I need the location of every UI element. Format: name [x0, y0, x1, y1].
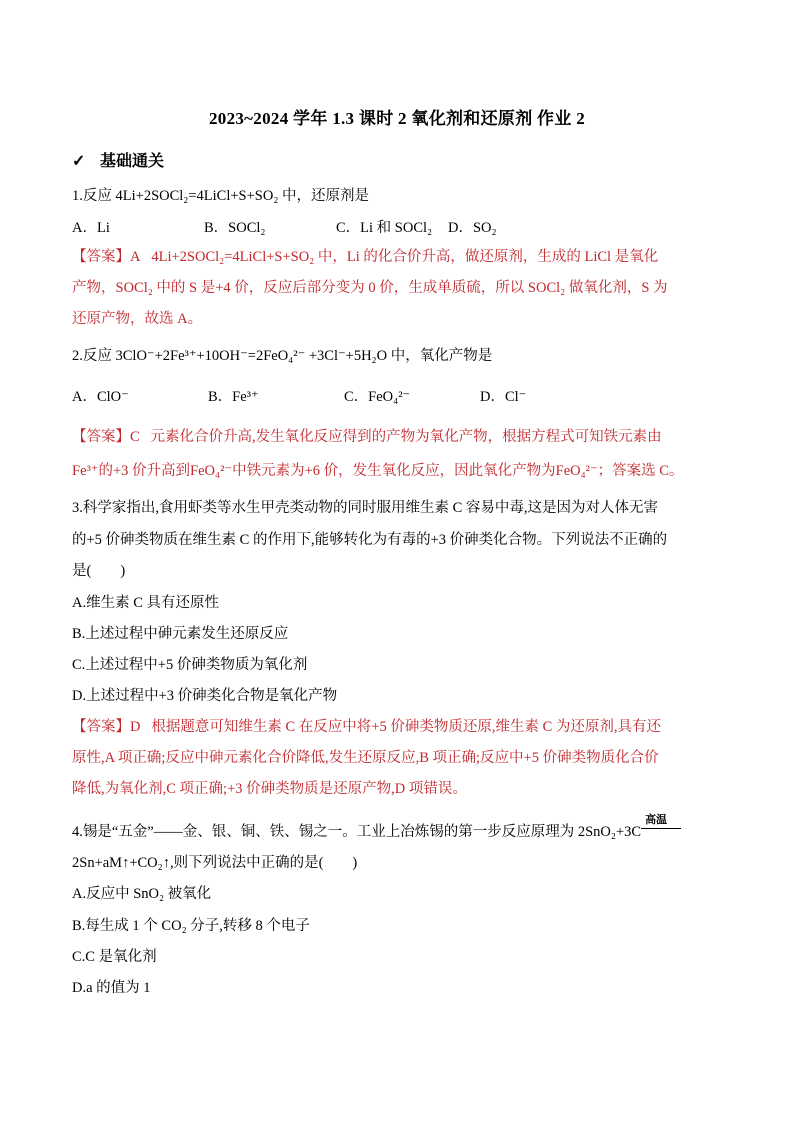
q3-answer-tag: 【答案】D [72, 719, 141, 735]
q1-answer-line-1 [72, 247, 722, 267]
q1-answer-line-3: 还原产物，故选 A。 [72, 311, 203, 327]
q3-answer-text-1: 根据题意可知维生素 C 在反应中将+5 价砷类物质还原,维生素 C 为还原剂,具有还 [151, 719, 662, 735]
q2-answer-text-1: 元素化合价升高,发生氧化反应得到的产物为氧化产物，根据方程式可知铁元素由 [150, 429, 662, 445]
q1-option-d: D．SO₂ [448, 220, 497, 236]
section-title: 基础通关 [100, 153, 165, 170]
section-heading [72, 148, 164, 171]
q3-option-c: C.上述过程中+5 价砷类物质为氧化剂 [72, 657, 308, 673]
reaction-condition [641, 814, 681, 836]
q2-option-a: A．ClO⁻ [72, 389, 129, 405]
check-mark-icon: ✓ [72, 153, 86, 170]
document-title: 2023~2024 学年 1.3 课时 2 氧化剂和还原剂 作业 2 [208, 109, 586, 128]
q2-option-c: C．FeO₄²⁻ [344, 389, 411, 405]
q4-option-b: B.每生成 1 个 CO₂ 分子,转移 8 个电子 [72, 918, 310, 934]
q3-answer-line-3: 降低,为氧化剂,C 项正确;+3 价砷类物质是还原产物,D 项错误。 [72, 781, 467, 797]
q2-stem: 2.反应 3ClO⁻+2Fe³⁺+10OH⁻=2FeO₄²⁻ +3Cl⁻+5H₂O 中，氧化产物是 [72, 348, 493, 364]
q1-options [72, 218, 722, 238]
q3-stem-line-1: 3.科学家指出,食用虾类等水生甲壳类动物的同时服用维生素 C 容易中毒,这是因为对人体无害 [72, 500, 659, 516]
q1-answer-text-1: 4Li+2SOCl₂=4LiCl+S+SO₂ 中，Li 的化合价升高，做还原剂，生成的 LiCl 是氧化 [151, 249, 659, 265]
q3-stem-line-2: 的+5 价砷类物质在维生素 C 的作用下,能够转化为有毒的+3 价砷类化合物。下列说法不正确的 [72, 532, 668, 548]
q3-option-a: A.维生素 C 具有还原性 [72, 595, 220, 611]
q4-option-a: A.反应中 SnO₂ 被氧化 [72, 886, 212, 902]
q1-option-a: A．Li [72, 220, 110, 236]
q4-option-c: C.C 是氧化剂 [72, 949, 157, 965]
q3-option-b: B.上述过程中砷元素发生还原反应 [72, 626, 289, 642]
q1-stem: 1.反应 4Li+2SOCl₂=4LiCl+S+SO₂ 中，还原剂是 [72, 188, 370, 204]
q1-option-b: B．SOCl₂ [204, 220, 266, 236]
q1-option-c: C．Li 和 SOCl₂ [336, 220, 433, 236]
q1-answer-tag: 【答案】A [72, 249, 141, 265]
q2-answer-line-2: Fe³⁺的+3 价升高到FeO₄²⁻中铁元素为+6 价，发生氧化反应，因此氧化产物为FeO₄²⁻；答案选 C。 [72, 463, 684, 479]
reaction-arrow-line [641, 828, 681, 829]
q2-answer-tag: 【答案】C [72, 429, 140, 445]
q3-option-d: D.上述过程中+3 价砷类化合物是氧化产物 [72, 688, 338, 704]
q4-stem-line-2: 2Sn+aM↑+CO₂↑,则下列说法中正确的是( ) [72, 855, 358, 871]
reaction-condition-label: 高温 [645, 814, 668, 826]
q2-options [72, 387, 722, 407]
q3-answer-line-1 [72, 717, 722, 737]
q2-option-d: D．Cl⁻ [480, 389, 527, 405]
q4-stem-line-1 [72, 814, 722, 842]
q4-stem-text-1: 4.锡是“五金”——金、银、铜、铁、锡之一。工业上冶炼锡的第一步反应原理为 2SnO₂+3C [72, 824, 642, 840]
q3-answer-line-2: 原性,A 项正确;反应中砷元素化合价降低,发生还原反应,B 项正确;反应中+5 价砷类物质化合价 [72, 750, 659, 766]
q4-option-d: D.a 的值为 1 [72, 980, 151, 996]
q1-answer-line-2: 产物，SOCl₂ 中的 S 是+4 价，反应后部分变为 0 价，生成单质硫，所以 SOCl₂ 做氧化剂，S 为 [72, 280, 668, 296]
q3-stem-line-3: 是( ) [72, 563, 126, 579]
q2-answer-line-1 [72, 427, 722, 447]
q2-option-b: B．Fe³⁺ [208, 389, 259, 405]
